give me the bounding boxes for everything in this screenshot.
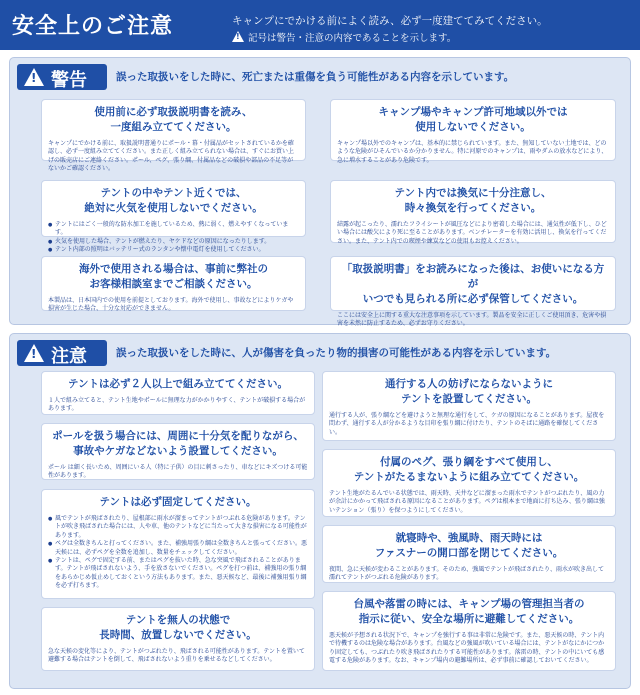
- card-title: キャンプ場やキャンプ許可地域以外では 使用しないでください。: [378, 106, 568, 133]
- list-item: ● 火気を使用した場合、テントが燃えたり、ヤケドなどの原因になったりします。: [48, 238, 299, 246]
- caution-section: [9, 333, 631, 689]
- card-title: 「取扱説明書」をお読みになった後は、お使いになる方が いつでも見られる所に必ず保管してください。: [341, 263, 605, 305]
- card-body: テント生地がたるんでいる状態では、雨天時、天井などに溜まった雨水でテントがつぶれたり、風の力が余計にかかって飛ばされる原因になることがあります。ペグは根本まで地面に打ち込み、張り綱は強いテンション（張り）を保つようにしてください。: [329, 490, 605, 514]
- warning-card-no-fire: [41, 180, 306, 254]
- warning-card-overseas: [41, 256, 306, 311]
- caution-label-text: 注意: [51, 346, 87, 367]
- list-item: ● ペグは全数きちんと打ってください。また、補強用張り綱は全数きちんと張ってください。悪天候には、必ずペグを全数を追加し、数量をチェックしてください。: [48, 540, 308, 557]
- card-body: 夜間、急に天候が変わることがあります。そのため、強風でテントが飛ばされたり、雨水が吹き出して濡れてテントがつぶれる危険があります。: [329, 566, 604, 582]
- page-title: 安全上のご注意: [12, 14, 174, 39]
- card-title: テントの中やテント近くでは、 絶対に火気を使用しないでください。: [84, 187, 263, 214]
- warning-card-keep-manual: [330, 256, 616, 328]
- card-title: 海外で使用される場合は、事前に弊社の お客様相談室までご相談ください。: [79, 263, 268, 290]
- header-note-text: 記号は警告・注意の内容であることを示します。: [248, 33, 457, 44]
- card-body: キャンプにでかける前に、取扱説明書通りにポール・幕・付属品がセットされているかを確認し、必ず一度組み立ててください。また正しく組み立てられない場合は、すぐにお買い上げの販売店にご連絡ください。ポール、ペグ、張り綱、付属品などの破損や部品の不足等がないかご確認ください。: [48, 140, 295, 173]
- card-title: 就寝時や、強風時、雨天時には ファスナーの開口部を閉じてください。: [374, 532, 564, 559]
- card-title: テントは必ず固定してください。: [99, 496, 257, 508]
- card-body: ポール は細く長いため、周囲にいる人（特に子供）の目に刺さったり、車などにキズつける可能性があります。: [48, 464, 308, 480]
- caution-label: [17, 340, 107, 366]
- warning-triangle-icon: !: [232, 31, 244, 42]
- page-header: [0, 0, 640, 50]
- warning-label-text: 警告: [51, 70, 87, 91]
- warning-label: [17, 64, 107, 90]
- card-title: 付属のペグ、張り綱をすべて使用し、 テントがたるまないように組み立ててください。: [353, 456, 585, 483]
- card-list: [42, 510, 314, 591]
- list-item: ● 風でテントが飛ばされたり、屋根部に雨水が溜まってテントがつぶれる危険があります。テントが吹き飛ばされた場合には、人や車、他のテントなどに当たって大きな損害になる可能性があります。: [48, 515, 308, 540]
- caution-card-secure-tent: [41, 489, 315, 599]
- card-body: 通行する人が、張り綱などを避けようと無理な通行をして、ケガの原因になることがあります。屋夜を問わず、通行する人が分かるような目印を張り綱に付けたり、テントのそばに通路を確保してください。: [329, 412, 605, 436]
- caution-card-unattended: [41, 607, 315, 671]
- card-body: 急な天候の変化等により、テントがつぶれたり、飛ばされる可能性があります。テントを置いて避難する場合はテントを倒して、飛ばされないよう重りを乗せるなどしてください。: [48, 648, 305, 664]
- list-item: ● テントは、ペグで固定する前、またはペグを抜いた時、急な突風で飛ばされることがあります。テントが飛ばされないよう、手を放さないでください。ペグを打つ前は、補強用の張り綱をあらかじめ仮止めしておくという方法もあります。また、悪天候など、最後に補強用張り綱を必ず打ちます。: [48, 557, 308, 591]
- caution-description: 誤った取扱いをした時に、人が傷害を負ったり物的損害の可能性がある内容を示しています。: [116, 347, 557, 359]
- card-title: テントを無人の状態で 長時間、放置しないでください。: [99, 614, 257, 641]
- card-title: ポールを扱う場合には、周囲に十分気を配りながら、 事故やケガなどないよう設置してください。: [52, 430, 304, 457]
- card-body: 本製品は、日本国内での使用を前提としております。海外で使用し、事故などによりケガや損害が生じた場合、十分な対応ができません。: [48, 297, 294, 313]
- list-item: ● テント内部の照明はバッテリー式のランタンや懐中電灯を使用してください。: [48, 246, 299, 254]
- warning-triangle-icon: !: [24, 344, 44, 362]
- caution-card-pegs-lines: [322, 449, 616, 517]
- header-subtitle: キャンプにでかける前によく読み、必ず一度建ててみてください。: [232, 15, 548, 27]
- card-title: 台風や落雷の時には、キャンプ場の管理担当者の 指示に従い、安全な場所に避難してください。: [353, 598, 585, 625]
- card-body: キャンプ場以外でのキャンプは、基本的に禁じられています。また、無知していない土地では、どのような危険がひそんでいるか分かりません。特に河原でのキャンプは、雨やダムの放水などにより、急に増水することがあり危険です。: [337, 140, 608, 164]
- card-title: 通行する人の妨げにならないように テントを設置してください。: [385, 378, 553, 405]
- caution-card-passersby: [322, 371, 616, 441]
- header-note: [232, 30, 456, 44]
- caution-card-poles: [41, 423, 315, 480]
- card-body: ここには安全上に関する重大な注意事項を示しています。製品を安全に正しくご使用頂き、危害や損害を未然に防止するため、必ずお守りください。: [337, 312, 607, 328]
- warning-triangle-icon: !: [24, 68, 44, 86]
- card-title: 使用前に必ず取扱説明書を読み、 一度組み立ててください。: [94, 106, 253, 133]
- card-body: 悪天候が予想される状況下で、キャンプを強行する事は非常に危険です。また、悪天候の時、テント内で待機するのは危険な場合があります。台風などの強風が吹いている場合には、テントがなにかにつかり固定しても、つぶれたり吹き飛ばされたりする可能性があります。落雷の時、テントの中にいても感電する危険があります。なお、キャンプ場内の避難場所は、必ず事前に確認しておいてください。: [329, 632, 605, 665]
- warning-card-ventilation: [330, 180, 616, 243]
- card-body: １人で組み立てると、テント生地やポールに無理な力がかかりやすく、テントが破損する場合があります。: [48, 397, 306, 413]
- card-body: 結露が起こったり、濡れたフライシートが風圧などにより密着した場合には、通気性が低下し、ひどい場合には酸欠により死に至ることがあります。ベンチレーターを有効に活用し、換気を行ってください。また、テント内での喫煙や練炭などの使用もお控えください。: [337, 221, 607, 245]
- card-title: テント内では換気に十分注意し、 時々換気を行ってください。: [394, 187, 552, 214]
- warning-description: 誤った取扱いをした時に、死亡または重傷を負う可能性がある内容を示しています。: [116, 71, 515, 83]
- caution-card-close-zipper: [322, 525, 616, 583]
- warning-section: [9, 57, 631, 328]
- card-title: テントは必ず２人以上で組み立ててください。: [68, 378, 288, 390]
- warning-card-read-manual: [41, 99, 306, 173]
- caution-card-typhoon: [322, 591, 616, 671]
- list-item: ● テントにはごく一般的な防水加工を施しているため、熱に弱く、燃えやすくなっています。: [48, 221, 299, 238]
- card-list: [42, 216, 305, 255]
- warning-card-campsite-only: [330, 99, 616, 164]
- caution-card-two-people: [41, 371, 315, 415]
